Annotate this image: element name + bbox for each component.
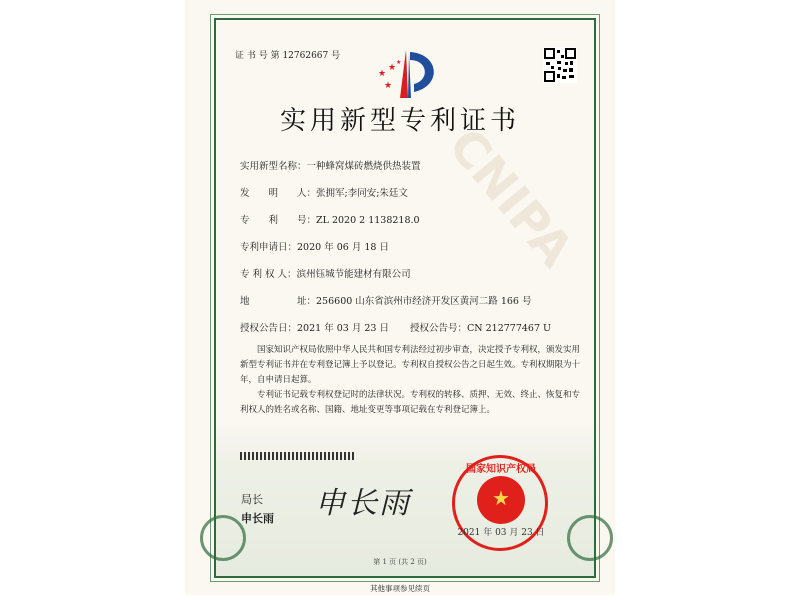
seal-text: 国家知识产权局 [466,464,536,475]
field-label: 实用新型名称： [240,161,307,172]
watermark: CNIPA [437,118,584,278]
patent-number: ZL 2020 2 1138218.0 [316,215,420,226]
qr-code-icon [543,47,577,83]
cnipa-logo-icon [370,48,440,98]
grant-statement: 国家知识产权局依照中华人民共和国专利法经过初步审查，决定授予专利权，颁发实用新型专利证书并在专利登记簿上予以登记。专利权自授权公告之日起生效。专利权期限为十年，自申请日起算。 [240,345,581,385]
svg-text:★: ★ [378,69,387,79]
field-label: 地 址： [240,296,317,307]
svg-text:★: ★ [396,59,402,66]
director-name: 申长雨 [241,512,274,525]
utility-model-name: 一种蜂窝煤砖燃烧供热装置 [306,161,421,172]
legal-status-note: 专利证书记载专利权登记时的法律状况。专利权的转移、质押、无效、终止、恢复和专利权人的姓名或名称、国籍、地址变更等事项记载在专利登记簿上。 [240,390,581,415]
corner-ornament [200,515,246,561]
field-label: 授权公告号： [410,323,468,334]
inventors: 张拥军;李同安;朱廷文 [316,188,408,199]
patentee: 滨州钰城节能建材有限公司 [296,269,411,280]
publication-number: CN 212777467 U [467,323,552,334]
field-label: 专利申请日： [240,242,298,253]
field-label: 授权公告日： [240,323,298,334]
director-title: 局长 [241,493,263,506]
field-label: 发 明 人： [240,188,317,199]
seal-date: 2021 年 03 月 23 日 [457,528,545,538]
official-seal [452,455,548,551]
corner-ornament [567,515,613,561]
svg-text:★: ★ [384,81,393,91]
svg-text:★: ★ [388,63,397,73]
grant-date: 2021 年 03 月 23 日 [297,323,389,334]
footer-note: 其他事项参见续页 [370,584,430,593]
page-info: 第 1 页 (共 2 页) [373,558,427,566]
certificate-title: 实用新型专利证书 [279,106,520,136]
barcode [240,452,355,460]
application-date: 2020 年 06 月 18 日 [297,242,389,253]
signature: 申长雨 [315,486,411,521]
field-label: 专 利 号： [240,215,317,226]
address: 256600 山东省滨州市经济开发区黄河二路 166 号 [316,296,532,307]
national-emblem-icon: ★ [477,476,525,524]
certificate-number: 证 书 号 第 12762667 号 [235,51,341,61]
field-label: 专 利 权 人： [240,269,297,280]
